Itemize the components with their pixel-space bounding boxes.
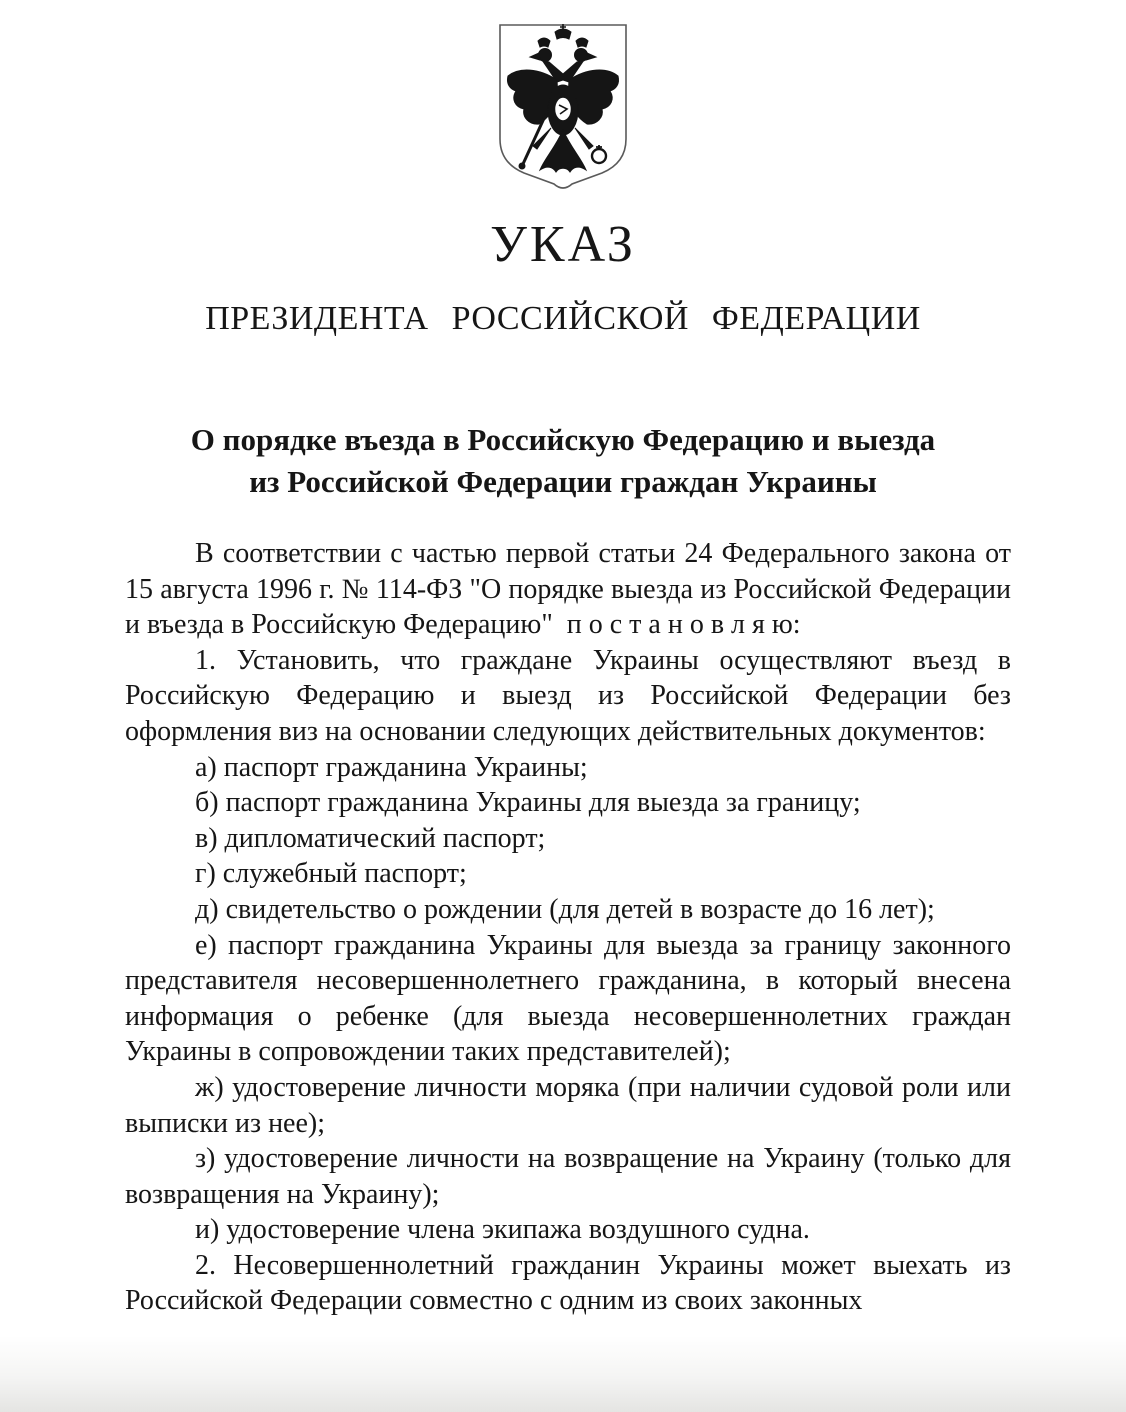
issuer-heading: ПРЕЗИДЕНТА РОССИЙСКОЙ ФЕДЕРАЦИИ bbox=[205, 300, 921, 337]
decree-subject-line-2: из Российской Федерации граждан Украины bbox=[249, 464, 877, 499]
preamble-paragraph: В соответствии с частью первой статьи 24 Федерального закона от 15 августа 1996 г. № 114-ФЗ "О порядке выезда из Российской Федерации и въезда в Российскую Федерацию" п о с т а н о в л я ю: bbox=[125, 538, 1011, 641]
decree-subject-line-1: О порядке въезда в Российскую Федерацию и выезда bbox=[190, 422, 936, 457]
item-b-paragraph: б) паспорт гражданина Украины для выезда за границу; bbox=[195, 787, 861, 819]
item-g-paragraph: г) служебный паспорт; bbox=[195, 858, 467, 890]
item-a-paragraph: а) паспорт гражданина Украины; bbox=[195, 751, 588, 783]
point-2-paragraph: 2. Несовершеннолетний гражданин Украины может выехать из Российской Федерации совместно с одним из своих законных bbox=[125, 1249, 1011, 1317]
point-1-paragraph: 1. Установить, что граждане Украины осуществляют въезд в Российскую Федерацию и выезд из Российской Федерации без оформления виз на основании следующих действительных документов: bbox=[125, 644, 1011, 747]
item-z-paragraph: з) удостоверение личности на возвращение на Украину (только для возвращения на Украину); bbox=[125, 1143, 1011, 1210]
item-i-paragraph: и) удостоверение члена экипажа воздушного судна. bbox=[195, 1214, 810, 1246]
item-v-paragraph: в) дипломатический паспорт; bbox=[195, 822, 546, 854]
item-e-paragraph: е) паспорт гражданина Украины для выезда за границу законного представителя несовершеннолетнего гражданина, в который внесена информация о ребенке (для выезда несовершеннолетних граждан Украины в сопровождении таких представителей); bbox=[125, 929, 1011, 1068]
item-zh-paragraph: ж) удостоверение личности моряка (при наличии судовой роли или выписки из нее); bbox=[125, 1071, 1011, 1139]
doc-type-heading: УКАЗ bbox=[490, 216, 636, 273]
bottom-page-fade bbox=[0, 1336, 1126, 1412]
decree-body bbox=[125, 536, 1011, 1319]
decree-subject bbox=[0, 419, 1126, 503]
russia-coat-of-arms-icon bbox=[493, 18, 633, 190]
item-d-paragraph: д) свидетельство о рождении (для детей в возрасте до 16 лет); bbox=[195, 893, 935, 925]
